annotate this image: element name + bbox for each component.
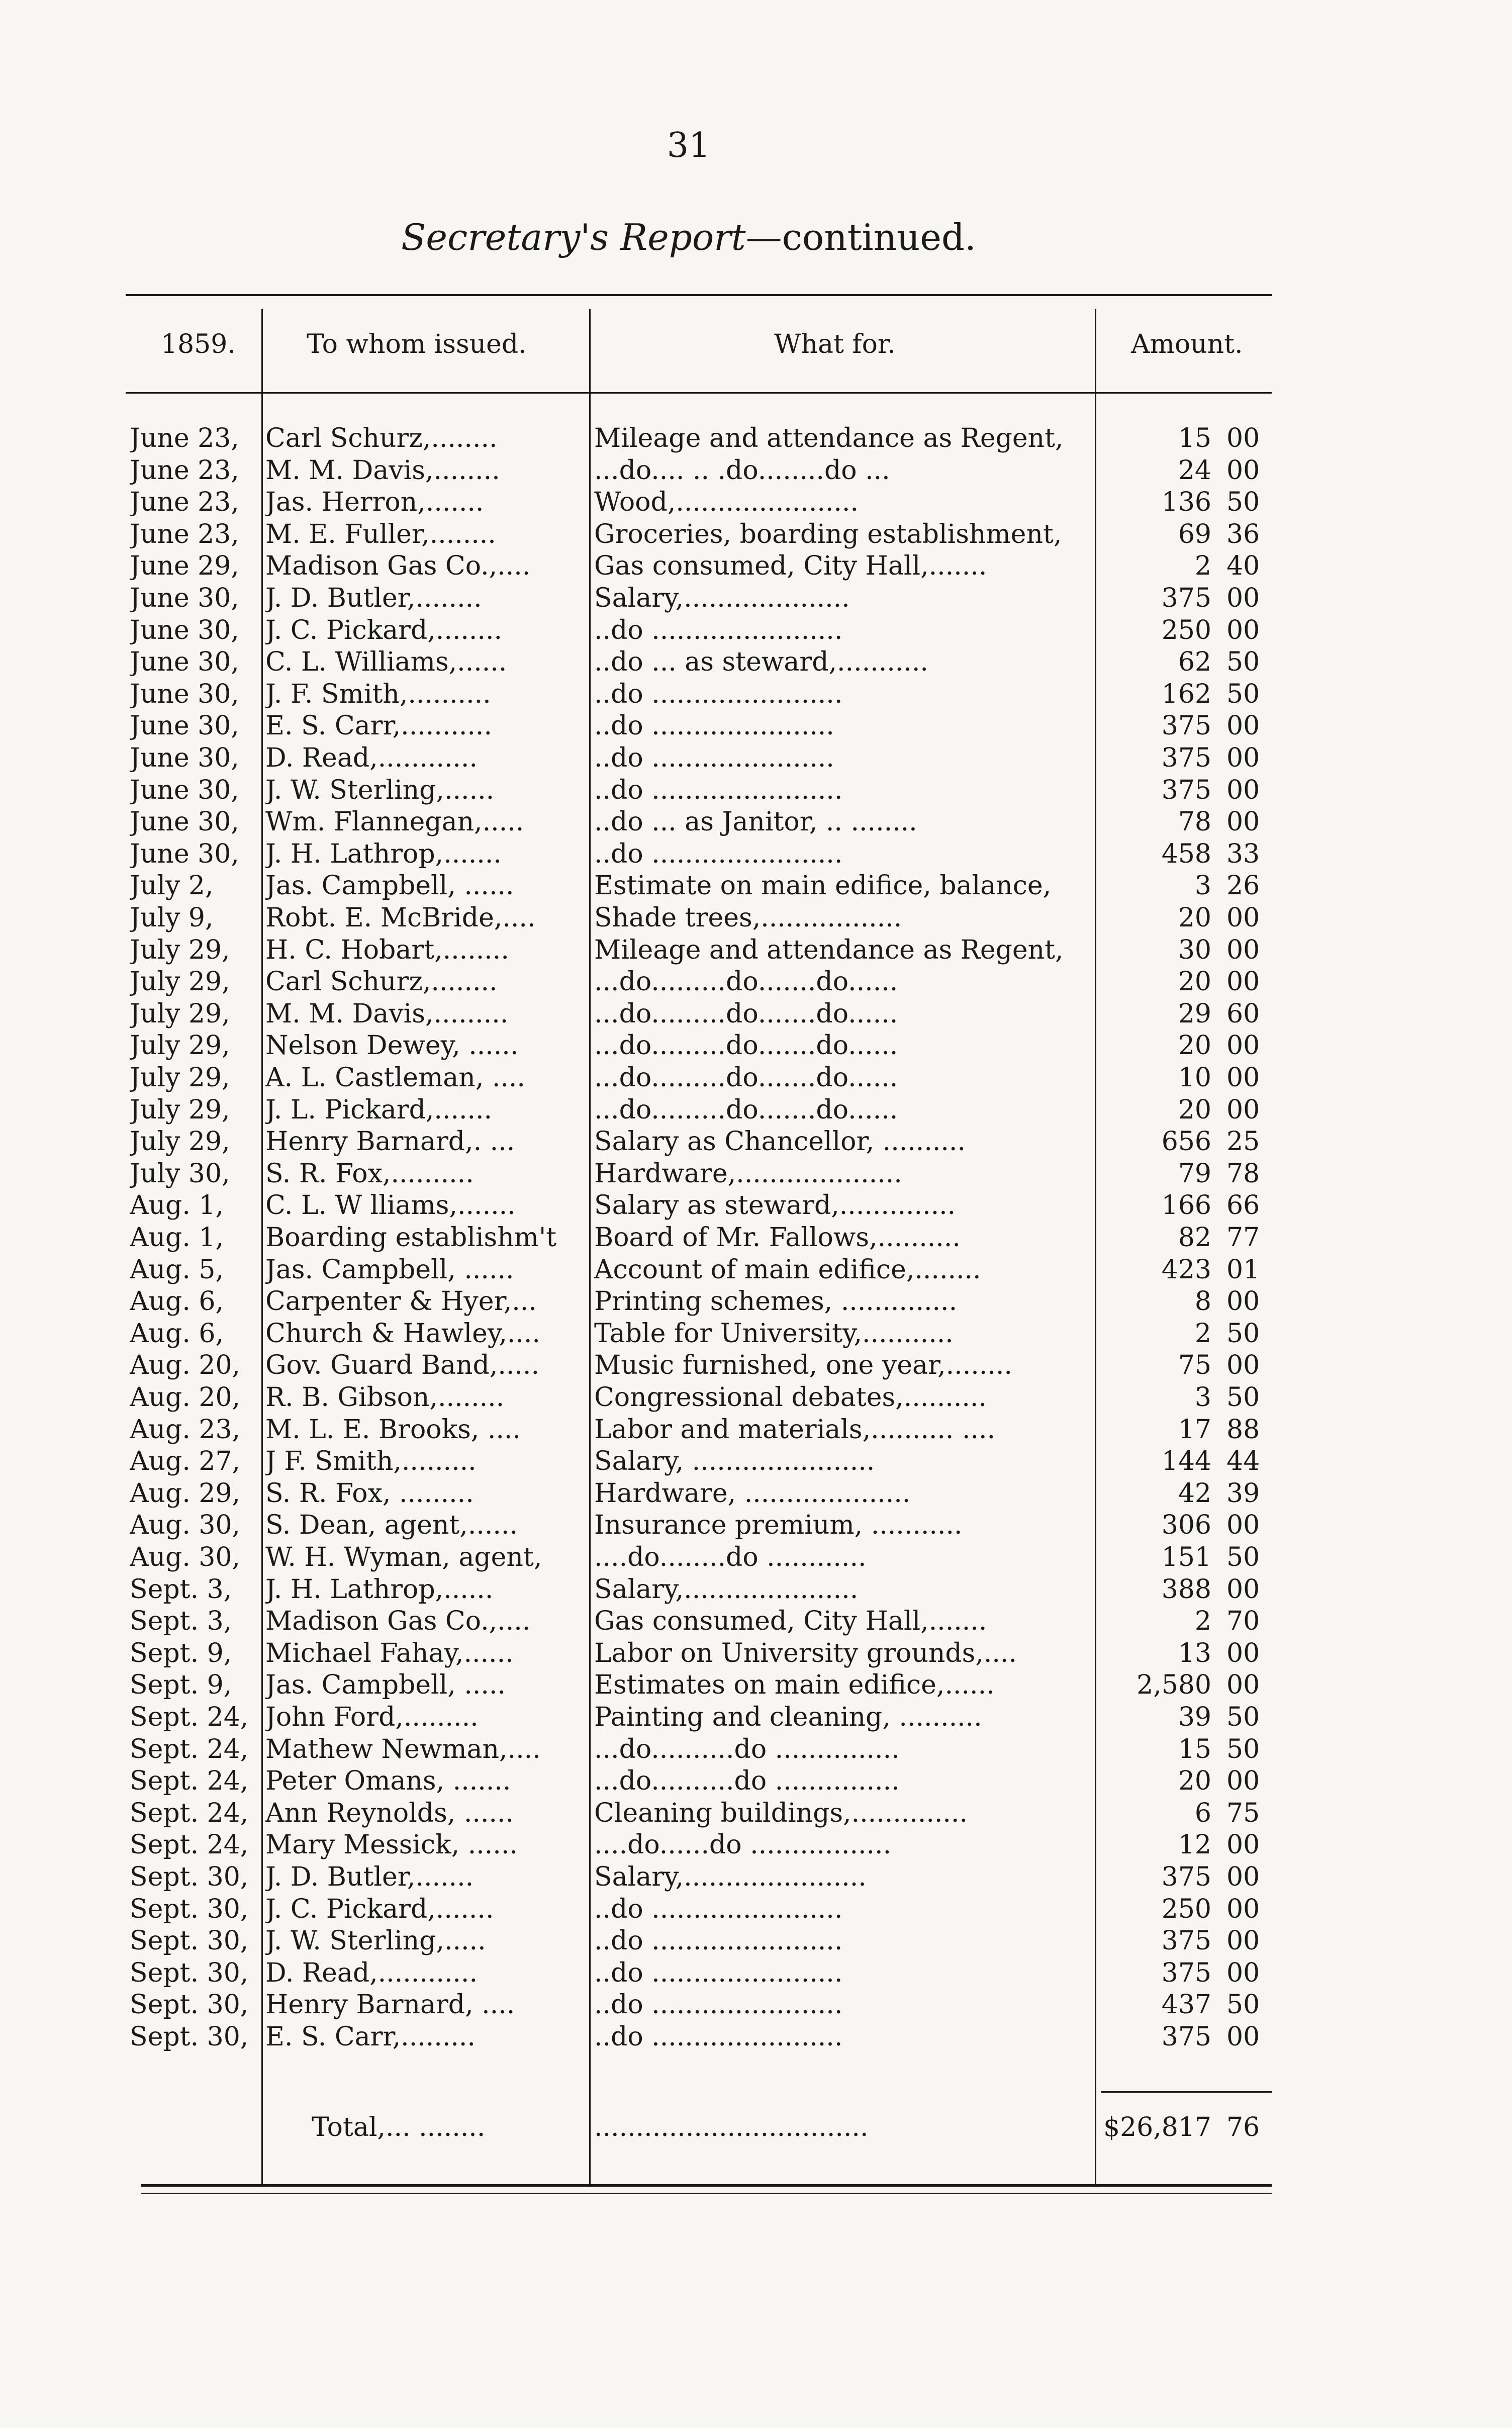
amount-dollars: 423 [1161, 1254, 1211, 1285]
payee-cell: Robt. E. McBride,.... [265, 903, 536, 933]
amount-dollars: 20 [1178, 1766, 1211, 1797]
payee-cell: Carl Schurz,........ [265, 967, 498, 997]
payee-cell: W. H. Wyman, agent, [265, 1542, 542, 1572]
bottom-rule-thin [141, 2193, 1272, 2194]
amount-dollars: 78 [1178, 807, 1211, 837]
date-cell: Sept. 24, [130, 1830, 249, 1860]
amount-dollars: 15 [1178, 423, 1211, 453]
amount-dollars: 166 [1161, 1190, 1211, 1221]
amount-dollars: 2,580 [1137, 1670, 1211, 1701]
payee-cell: J. W. Sterling,...... [265, 775, 495, 805]
sum-rule [1101, 2091, 1272, 2093]
amount-cents: 00 [1226, 935, 1260, 965]
purpose-cell: ..do ....................... [594, 615, 843, 645]
amount-cents: 50 [1226, 1318, 1260, 1349]
date-cell: Sept. 24, [130, 1766, 249, 1797]
amount-dollars: 8 [1194, 1286, 1211, 1317]
date-cell: June 30, [130, 711, 239, 741]
date-cell: June 30, [130, 679, 239, 709]
amount-cents: 00 [1226, 1510, 1260, 1541]
date-cell: Aug. 20, [130, 1382, 241, 1413]
amount-cents: 25 [1226, 1127, 1260, 1157]
date-cell: June 30, [130, 743, 239, 773]
date-cell: June 23, [130, 519, 239, 549]
amount-dollars: 20 [1178, 903, 1211, 933]
amount-dollars: 162 [1161, 679, 1211, 709]
purpose-cell: Board of Mr. Fallows,.......... [594, 1223, 961, 1253]
page-title [0, 216, 1377, 258]
amount-dollars: 375 [1161, 1862, 1211, 1892]
payee-cell: Henry Barnard, .... [265, 1990, 515, 2020]
payee-cell: R. B. Gibson,........ [265, 1382, 505, 1413]
amount-cents: 00 [1226, 903, 1260, 933]
purpose-cell: Groceries, boarding establishment, [594, 519, 1062, 549]
payee-cell: Michael Fahay,...... [265, 1638, 514, 1668]
amount-dollars: 2 [1194, 1318, 1211, 1349]
amount-dollars: 2 [1194, 551, 1211, 582]
date-cell: June 30, [130, 647, 239, 678]
amount-dollars: 3 [1194, 1382, 1211, 1413]
date-cell: June 30, [130, 583, 239, 613]
payee-cell: Mathew Newman,.... [265, 1734, 541, 1764]
purpose-cell: Account of main edifice,........ [594, 1254, 981, 1285]
amount-dollars: 437 [1161, 1990, 1211, 2020]
amount-dollars: 151 [1161, 1542, 1211, 1572]
purpose-cell: Mileage and attendance as Regent, [594, 935, 1064, 965]
amount-dollars: 10 [1178, 1063, 1211, 1093]
payee-cell: Boarding establishm't [265, 1223, 557, 1253]
amount-dollars: 136 [1161, 487, 1211, 518]
date-cell: July 29, [130, 1127, 230, 1157]
payee-cell: John Ford,......... [265, 1702, 479, 1732]
purpose-cell: ..do ....................... [594, 1990, 843, 2020]
date-cell: Aug. 6, [130, 1318, 224, 1349]
amount-cents: 66 [1226, 1190, 1260, 1221]
title-rest: —continued. [745, 216, 976, 258]
purpose-cell: Hardware,.................... [594, 1158, 902, 1189]
amount-dollars: 375 [1161, 711, 1211, 741]
date-cell: Sept. 30, [130, 1957, 249, 1988]
amount-cents: 70 [1226, 1606, 1260, 1637]
amount-cents: 00 [1226, 455, 1260, 486]
payee-cell: Madison Gas Co.,.... [265, 551, 531, 582]
purpose-cell: ..do ...................... [594, 743, 834, 773]
date-cell: Aug. 29, [130, 1478, 241, 1509]
purpose-cell: Salary,.................... [594, 583, 850, 613]
payee-cell: H. C. Hobart,........ [265, 935, 509, 965]
amount-dollars: 6 [1194, 1798, 1211, 1828]
amount-cents: 00 [1226, 1862, 1260, 1892]
purpose-cell: Hardware, .................... [594, 1478, 911, 1509]
payee-cell: J F. Smith,......... [265, 1446, 477, 1477]
amount-dollars: 250 [1161, 1894, 1211, 1924]
purpose-cell: Gas consumed, City Hall,....... [594, 1606, 987, 1637]
amount-cents: 00 [1226, 711, 1260, 741]
amount-cents: 00 [1226, 423, 1260, 453]
purpose-cell: ..do ....................... [594, 1894, 843, 1924]
total-label: Total,... ........ [312, 2112, 486, 2142]
amount-cents: 00 [1226, 1766, 1260, 1797]
purpose-cell: ..do ....................... [594, 2022, 843, 2052]
purpose-cell: ..do ....................... [594, 775, 843, 805]
date-cell: July 30, [130, 1158, 230, 1189]
amount-cents: 00 [1226, 1094, 1260, 1125]
date-cell: Aug. 1, [130, 1190, 224, 1221]
amount-cents: 00 [1226, 1286, 1260, 1317]
purpose-cell: Music furnished, one year,........ [594, 1350, 1012, 1381]
payee-cell: Jas. Campbell, ...... [265, 1254, 514, 1285]
purpose-cell: Printing schemes, .............. [594, 1286, 958, 1317]
payee-cell: S. R. Fox,.......... [265, 1158, 474, 1189]
payee-cell: A. L. Castleman, .... [265, 1063, 525, 1093]
payee-cell: M. L. E. Brooks, .... [265, 1414, 521, 1445]
amount-dollars: 75 [1178, 1350, 1211, 1381]
purpose-cell: Labor and materials,.......... .... [594, 1414, 996, 1445]
purpose-cell: ...do.........do.......do...... [594, 1063, 898, 1093]
purpose-cell: Salary as Chancellor, .......... [594, 1127, 966, 1157]
amount-cents: 40 [1226, 551, 1260, 582]
amount-cents: 50 [1226, 1734, 1260, 1764]
date-cell: Sept. 30, [130, 1862, 249, 1892]
date-cell: Sept. 9, [130, 1670, 232, 1701]
date-cell: Sept. 30, [130, 1990, 249, 2020]
purpose-cell: ..do ....................... [594, 838, 843, 869]
purpose-cell: ...do.........do.......do...... [594, 1094, 898, 1125]
date-cell: Sept. 24, [130, 1734, 249, 1764]
payee-cell: S. Dean, agent,...... [265, 1510, 518, 1541]
payee-cell: J. C. Pickard,........ [265, 615, 503, 645]
amount-cents: 50 [1226, 1702, 1260, 1732]
date-cell: Sept. 3, [130, 1574, 232, 1605]
purpose-cell: Estimate on main edifice, balance, [594, 871, 1052, 901]
purpose-cell: ...do..........do ............... [594, 1766, 900, 1797]
date-cell: June 30, [130, 807, 239, 837]
payee-cell: C. L. Williams,...... [265, 647, 507, 678]
date-cell: Aug. 27, [130, 1446, 241, 1477]
amount-cents: 50 [1226, 1382, 1260, 1413]
payee-cell: Madison Gas Co.,.... [265, 1606, 531, 1637]
purpose-cell: ..do ....................... [594, 1926, 843, 1956]
header-what-for: What for. [774, 329, 896, 359]
amount-cents: 00 [1226, 1926, 1260, 1956]
payee-cell: D. Read,............ [265, 1957, 478, 1988]
date-cell: Sept. 30, [130, 1894, 249, 1924]
payee-cell: Jas. Campbell, ...... [265, 871, 514, 901]
amount-dollars: 12 [1178, 1830, 1211, 1860]
column-divider [261, 309, 263, 2184]
payee-cell: Carpenter & Hyer,... [265, 1286, 537, 1317]
purpose-cell: ....do......do ................. [594, 1830, 892, 1860]
payee-cell: J. D. Butler,........ [265, 583, 482, 613]
amount-cents: 50 [1226, 647, 1260, 678]
date-cell: July 29, [130, 967, 230, 997]
date-cell: June 23, [130, 423, 239, 453]
payee-cell: J. H. Lathrop,...... [265, 1574, 494, 1605]
payee-cell: Nelson Dewey, ...... [265, 1031, 519, 1061]
date-cell: July 29, [130, 1031, 230, 1061]
date-cell: July 29, [130, 1094, 230, 1125]
payee-cell: D. Read,............ [265, 743, 478, 773]
amount-dollars: 20 [1178, 1094, 1211, 1125]
amount-dollars: 144 [1161, 1446, 1211, 1477]
amount-cents: 36 [1226, 519, 1260, 549]
amount-dollars: 2 [1194, 1606, 1211, 1637]
amount-cents: 50 [1226, 1542, 1260, 1572]
payee-cell: J. C. Pickard,....... [265, 1894, 494, 1924]
amount-cents: 26 [1226, 871, 1260, 901]
amount-dollars: 29 [1178, 998, 1211, 1029]
payee-cell: Carl Schurz,........ [265, 423, 498, 453]
total-cents: 76 [1226, 2112, 1260, 2142]
header-year: 1859. [161, 329, 236, 359]
date-cell: July 29, [130, 998, 230, 1029]
date-cell: Aug. 30, [130, 1510, 241, 1541]
amount-cents: 01 [1226, 1254, 1260, 1285]
amount-cents: 44 [1226, 1446, 1260, 1477]
purpose-cell: Congressional debates,.......... [594, 1382, 987, 1413]
total-dollars: $26,817 [1103, 2112, 1211, 2142]
purpose-cell: Salary as steward,.............. [594, 1190, 956, 1221]
amount-cents: 33 [1226, 838, 1260, 869]
amount-cents: 60 [1226, 998, 1260, 1029]
purpose-cell: Mileage and attendance as Regent, [594, 423, 1064, 453]
date-cell: June 23, [130, 487, 239, 518]
amount-dollars: 375 [1161, 1926, 1211, 1956]
payee-cell: Henry Barnard,. ... [265, 1127, 515, 1157]
payee-cell: Peter Omans, ....... [265, 1766, 511, 1797]
date-cell: Sept. 24, [130, 1798, 249, 1828]
date-cell: June 23, [130, 455, 239, 486]
amount-dollars: 375 [1161, 583, 1211, 613]
page-number: 31 [667, 126, 711, 165]
payee-cell: J. W. Sterling,..... [265, 1926, 486, 1956]
date-cell: Sept. 24, [130, 1702, 249, 1732]
date-cell: July 29, [130, 1063, 230, 1093]
purpose-cell: Shade trees,................. [594, 903, 902, 933]
payee-cell: M. E. Fuller,........ [265, 519, 496, 549]
amount-cents: 39 [1226, 1478, 1260, 1509]
amount-cents: 00 [1226, 1574, 1260, 1605]
amount-dollars: 20 [1178, 1031, 1211, 1061]
date-cell: Sept. 30, [130, 2022, 249, 2052]
amount-cents: 88 [1226, 1414, 1260, 1445]
amount-cents: 50 [1226, 487, 1260, 518]
purpose-cell: Cleaning buildings,.............. [594, 1798, 968, 1828]
payee-cell: Jas. Herron,....... [265, 487, 484, 518]
column-divider [589, 309, 591, 2184]
amount-cents: 00 [1226, 1957, 1260, 1988]
purpose-cell: ..do ... as steward,........... [594, 647, 928, 678]
amount-cents: 00 [1226, 1063, 1260, 1093]
payee-cell: J. D. Butler,....... [265, 1862, 474, 1892]
date-cell: Aug. 1, [130, 1223, 224, 1253]
payee-cell: J. H. Lathrop,....... [265, 838, 502, 869]
purpose-cell: Salary,..................... [594, 1574, 859, 1605]
bottom-rule [141, 2184, 1272, 2187]
date-cell: Aug. 20, [130, 1350, 241, 1381]
amount-cents: 00 [1226, 1670, 1260, 1701]
date-cell: June 30, [130, 615, 239, 645]
date-cell: Aug. 30, [130, 1542, 241, 1572]
amount-dollars: 79 [1178, 1158, 1211, 1189]
purpose-cell: Salary, ...................... [594, 1446, 875, 1477]
amount-dollars: 15 [1178, 1734, 1211, 1764]
amount-dollars: 375 [1161, 2022, 1211, 2052]
date-cell: June 30, [130, 775, 239, 805]
amount-dollars: 375 [1161, 775, 1211, 805]
amount-cents: 00 [1226, 775, 1260, 805]
title-italic: Secretary's Report [401, 216, 746, 258]
amount-dollars: 39 [1178, 1702, 1211, 1732]
amount-dollars: 388 [1161, 1574, 1211, 1605]
amount-cents: 00 [1226, 615, 1260, 645]
amount-dollars: 375 [1161, 743, 1211, 773]
amount-dollars: 13 [1178, 1638, 1211, 1668]
header-amount: Amount. [1131, 329, 1243, 359]
purpose-cell: Table for University,........... [594, 1318, 954, 1349]
purpose-cell: ...do.........do.......do...... [594, 998, 898, 1029]
amount-cents: 00 [1226, 1350, 1260, 1381]
purpose-cell: Estimates on main edifice,...... [594, 1670, 995, 1701]
purpose-cell: ...do.........do.......do...... [594, 967, 898, 997]
payee-cell: Ann Reynolds, ...... [265, 1798, 514, 1828]
amount-cents: 78 [1226, 1158, 1260, 1189]
purpose-cell: ..do ...................... [594, 711, 834, 741]
date-cell: June 29, [130, 551, 239, 582]
amount-cents: 00 [1226, 1638, 1260, 1668]
date-cell: July 29, [130, 935, 230, 965]
date-cell: Sept. 9, [130, 1638, 232, 1668]
payee-cell: S. R. Fox, ......... [265, 1478, 474, 1509]
total-leader: ................................. [594, 2112, 869, 2142]
amount-cents: 75 [1226, 1798, 1260, 1828]
date-cell: Aug. 23, [130, 1414, 241, 1445]
payee-cell: E. S. Carr,......... [265, 2022, 476, 2052]
purpose-cell: Insurance premium, ........... [594, 1510, 963, 1541]
payee-cell: Mary Messick, ...... [265, 1830, 518, 1860]
date-cell: Aug. 6, [130, 1286, 224, 1317]
purpose-cell: ..do ... as Janitor, .. ........ [594, 807, 917, 837]
amount-dollars: 30 [1178, 935, 1211, 965]
amount-cents: 00 [1226, 1031, 1260, 1061]
payee-cell: Jas. Campbell, ..... [265, 1670, 506, 1701]
payee-cell: Church & Hawley,.... [265, 1318, 540, 1349]
date-cell: Aug. 5, [130, 1254, 224, 1285]
amount-dollars: 42 [1178, 1478, 1211, 1509]
amount-cents: 00 [1226, 1830, 1260, 1860]
purpose-cell: ..do ....................... [594, 1957, 843, 1988]
payee-cell: M. M. Davis,........ [265, 455, 500, 486]
purpose-cell: ...do.... .. .do........do ... [594, 455, 890, 486]
purpose-cell: ...do.........do.......do...... [594, 1031, 898, 1061]
header-to-whom: To whom issued. [307, 329, 527, 359]
amount-cents: 00 [1226, 583, 1260, 613]
amount-dollars: 656 [1161, 1127, 1211, 1157]
amount-cents: 00 [1226, 743, 1260, 773]
top-rule [126, 294, 1272, 296]
date-cell: July 2, [130, 871, 214, 901]
date-cell: July 9, [130, 903, 214, 933]
amount-dollars: 3 [1194, 871, 1211, 901]
purpose-cell: Wood,...................... [594, 487, 859, 518]
purpose-cell: ...do..........do ............... [594, 1734, 900, 1764]
payee-cell: M. M. Davis,......... [265, 998, 509, 1029]
payee-cell: Wm. Flannegan,..... [265, 807, 524, 837]
date-cell: Sept. 30, [130, 1926, 249, 1956]
amount-dollars: 375 [1161, 1957, 1211, 1988]
payee-cell: Gov. Guard Band,..... [265, 1350, 539, 1381]
amount-cents: 50 [1226, 1990, 1260, 2020]
amount-dollars: 69 [1178, 519, 1211, 549]
amount-cents: 77 [1226, 1223, 1260, 1253]
amount-cents: 50 [1226, 679, 1260, 709]
payee-cell: E. S. Carr,........... [265, 711, 492, 741]
amount-cents: 00 [1226, 2022, 1260, 2052]
amount-dollars: 250 [1161, 615, 1211, 645]
purpose-cell: Painting and cleaning, .......... [594, 1702, 982, 1732]
amount-cents: 00 [1226, 967, 1260, 997]
amount-dollars: 24 [1178, 455, 1211, 486]
date-cell: Sept. 3, [130, 1606, 232, 1637]
purpose-cell: ....do........do ............ [594, 1542, 867, 1572]
amount-dollars: 17 [1178, 1414, 1211, 1445]
purpose-cell: Gas consumed, City Hall,....... [594, 551, 987, 582]
date-cell: June 30, [130, 838, 239, 869]
amount-dollars: 20 [1178, 967, 1211, 997]
amount-dollars: 82 [1178, 1223, 1211, 1253]
payee-cell: C. L. W lliams,....... [265, 1190, 516, 1221]
amount-dollars: 458 [1161, 838, 1211, 869]
payee-cell: J. L. Pickard,....... [265, 1094, 493, 1125]
purpose-cell: Labor on University grounds,.... [594, 1638, 1017, 1668]
amount-cents: 00 [1226, 807, 1260, 837]
amount-dollars: 62 [1178, 647, 1211, 678]
purpose-cell: ..do ....................... [594, 679, 843, 709]
payee-cell: J. F. Smith,.......... [265, 679, 491, 709]
amount-cents: 00 [1226, 1894, 1260, 1924]
header-rule [126, 392, 1272, 394]
amount-dollars: 306 [1161, 1510, 1211, 1541]
purpose-cell: Salary,...................... [594, 1862, 867, 1892]
